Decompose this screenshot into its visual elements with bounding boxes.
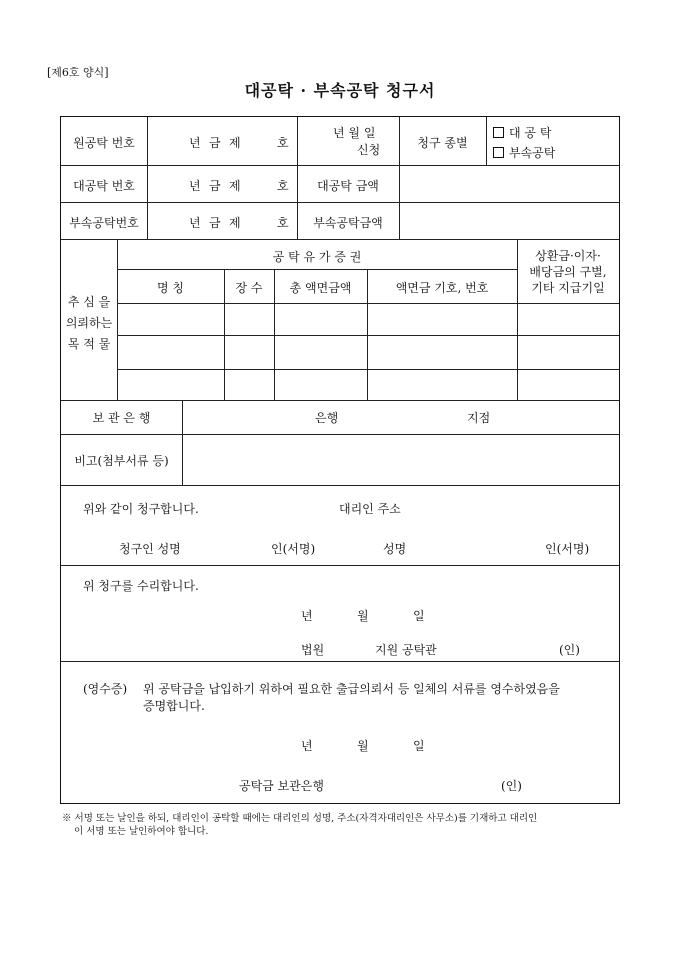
checkbox-icon[interactable] — [493, 127, 504, 138]
ho-text: 호 — [277, 216, 289, 230]
remarks-label: 비고(첨부서류 등) — [74, 454, 169, 468]
receipt-year: 년 — [301, 739, 313, 753]
col-serial-header: 액면금 기호, 번호 — [395, 281, 489, 295]
bank-seal: (인) — [501, 779, 522, 793]
court-text: 금 — [209, 216, 221, 230]
court-label: 법원 — [301, 643, 325, 657]
acceptance-year: 년 — [301, 609, 313, 623]
form-number: [제6호 양식] — [47, 66, 109, 79]
officer-seal: (인) — [559, 643, 580, 657]
side-label-line: 목 적 물 — [67, 337, 111, 351]
bank-label: 보 관 은 행 — [92, 411, 151, 425]
claim-type-label: 청구 종별 — [417, 136, 468, 150]
right-header-line: 배당금의 구별, — [529, 265, 607, 279]
sub-deposit-number-label: 부속공탁번호 — [69, 216, 139, 230]
right-header-line: 기타 지급기일 — [531, 281, 605, 295]
je-text: 제 — [229, 216, 241, 230]
original-deposit-number-label: 원공탁 번호 — [73, 136, 135, 150]
col-name-header: 명 칭 — [157, 281, 184, 295]
claim-statement: 위와 같이 청구합니다. — [83, 502, 199, 516]
receipt-day: 일 — [413, 739, 425, 753]
branch-officer-label: 지원 공탁관 — [375, 643, 437, 657]
claimant-seal: 인(서명) — [271, 542, 316, 556]
bank-suffix: 은행 — [315, 411, 339, 425]
year-text: 년 — [189, 216, 201, 230]
acceptance-month: 월 — [357, 609, 369, 623]
receipt-text-line2: 증명합니다. — [143, 699, 205, 713]
large-deposit-amount-label: 대공탁 금액 — [317, 179, 379, 193]
agent-address-label: 대리인 주소 — [339, 502, 401, 516]
ho-text: 호 — [277, 179, 289, 193]
branch-suffix: 지점 — [467, 411, 491, 425]
large-deposit-number-label: 대공탁 번호 — [73, 179, 135, 193]
col-count-header: 장 수 — [235, 281, 263, 295]
acceptance-day: 일 — [413, 609, 425, 623]
claimant-name-label: 청구인 성명 — [119, 542, 181, 556]
claim-form — [60, 116, 620, 804]
year-text: 년 — [189, 179, 201, 193]
option-sub-deposit[interactable] — [493, 144, 555, 161]
side-label-line: 추 심 을 — [67, 295, 111, 309]
application-label: 신청 — [357, 143, 381, 157]
ho-text: 호 — [277, 136, 289, 150]
page-title: 대공탁 · 부속공탁 청구서 — [244, 81, 436, 100]
footnote-line: 이 서명 또는 날인하여야 합니다. — [74, 826, 209, 837]
application-date: 년 월 일 — [333, 126, 376, 140]
court-text: 금 — [209, 136, 221, 150]
checkbox-icon[interactable] — [493, 147, 504, 158]
receipt-text-line1: 위 공탁금을 납입하기 위하여 필요한 출급의뢰서 등 일체의 서류를 영수하였음을 — [143, 682, 560, 696]
je-text: 제 — [229, 179, 241, 193]
footnote-line: ※ 서명 또는 날인을 하되, 대리인이 공탁할 때에는 대리인의 성명, 주소(자격자대리인은 사무소)를 기재하고 대리인 — [62, 813, 538, 824]
footnote — [62, 812, 622, 838]
option-large-deposit[interactable] — [493, 124, 551, 141]
col-total-header: 총 액면금액 — [289, 281, 352, 295]
option-label: 대 공 탁 — [509, 126, 552, 140]
receipt-month: 월 — [357, 739, 369, 753]
custody-bank-label: 공탁금 보관은행 — [239, 779, 324, 793]
sub-deposit-amount-label: 부속공탁금액 — [313, 216, 383, 230]
securities-header: 공 탁 유 가 증 권 — [272, 250, 362, 264]
right-header-line: 상환금·이자· — [535, 249, 601, 263]
option-label: 부속공탁 — [509, 146, 556, 160]
je-text: 제 — [229, 136, 241, 150]
receipt-label: (영수증) — [83, 682, 128, 696]
year-text: 년 — [189, 136, 201, 150]
court-text: 금 — [209, 179, 221, 193]
side-label-line: 의뢰하는 — [65, 316, 113, 330]
agent-name-label: 성명 — [383, 542, 407, 556]
agent-seal: 인(서명) — [545, 542, 590, 556]
acceptance-statement: 위 청구를 수리합니다. — [83, 579, 199, 593]
